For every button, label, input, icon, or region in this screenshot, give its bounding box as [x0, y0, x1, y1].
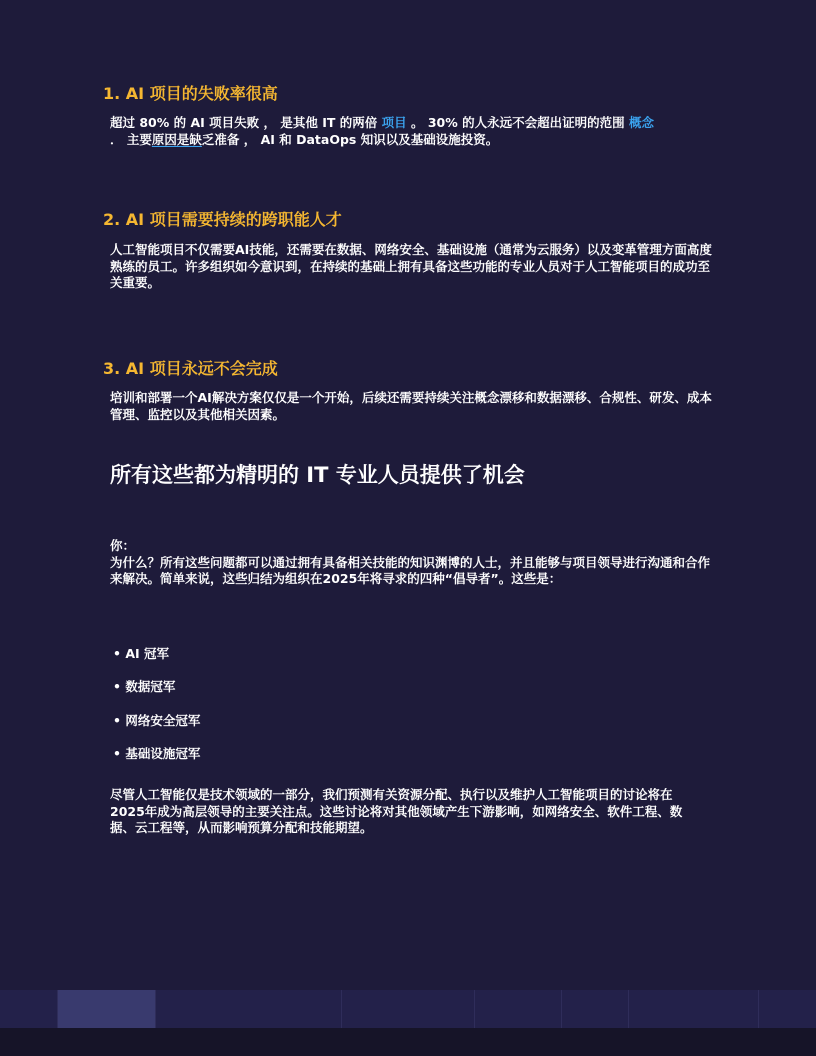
footer-bottom [0, 1028, 816, 1056]
link-concept[interactable]: 概念 [628, 115, 654, 130]
footer-segment [629, 990, 759, 1028]
section-1-text-c: ． 主要 [110, 131, 152, 147]
section-1-heading: 1. AI 项目的失败率很高 [103, 84, 278, 103]
footer-bar [0, 990, 816, 1028]
opportunity-heading: 所有这些都为精明的 IT 专业人员提供了机会 [110, 463, 525, 487]
section-1-text-d: 乏准备 ， AI 和 DataOps 知识以及基础设施投资。 [201, 131, 499, 147]
footer-segment [475, 990, 562, 1028]
section-1-text-b: 。 30% 的人永远不会超出证明的范围 [406, 115, 629, 130]
footer-segment [342, 990, 475, 1028]
list-item: • AI 冠军 [113, 646, 170, 661]
intro-body: 为什么？所有这些问题都可以通过拥有具备相关技能的知识渊博的人士，并且能够与项目领导进行沟通和合作来解决。简单来说，这些归结为组织在2025年将寻求的四种“倡导者”。这些是： [110, 554, 711, 586]
list-item: • 数据冠军 [113, 679, 176, 694]
section-3-heading: 3. AI 项目永远不会完成 [103, 359, 278, 378]
footer-segment [759, 990, 816, 1028]
list-item: • 基础设施冠军 [113, 746, 201, 761]
footer-segment [562, 990, 629, 1028]
section-2-heading: 2. AI 项目需要持续的跨职能人才 [103, 210, 342, 229]
list-item: • 网络安全冠军 [113, 713, 201, 728]
section-2-body: 人工智能项目不仅需要AI技能，还需要在数据、网络安全、基础设施（通常为云服务）以及变革管理方面高度熟练的员工。许多组织如今意识到，在持续的基础上拥有具备这些功能的专业人员对于人工智能项目的成功至关重要。 [110, 242, 712, 290]
closing-paragraph: 尽管人工智能仅是技术领域的一部分，我们预测有关资源分配、执行以及维护人工智能项目的讨论将在2025年成为高层领导的主要关注点。这些讨论将对其他领域产生下游影响，如网络安全、软件工程、数据、云工程等，从而影响预算分配和技能期望。 [110, 787, 683, 835]
intro-line1: 你： [110, 538, 136, 553]
section-1-text-a: 超过 80% 的 AI 项目失败 ， 是其他 IT 的两倍 [110, 115, 382, 130]
section-1-body [110, 115, 670, 148]
section-3-body: 培训和部署一个AI解决方案仅仅是一个开始，后续还需要持续关注概念漂移和数据漂移、合规性、研发、成本管理、监控以及其他相关因素。 [110, 390, 712, 422]
underlined-text: 原因是缺 [151, 131, 202, 147]
intro-paragraph [110, 538, 714, 588]
link-projects[interactable]: 项目 [381, 115, 407, 130]
footer-segment [156, 990, 342, 1028]
footer-segment-active [58, 990, 156, 1028]
footer-segment [0, 990, 58, 1028]
